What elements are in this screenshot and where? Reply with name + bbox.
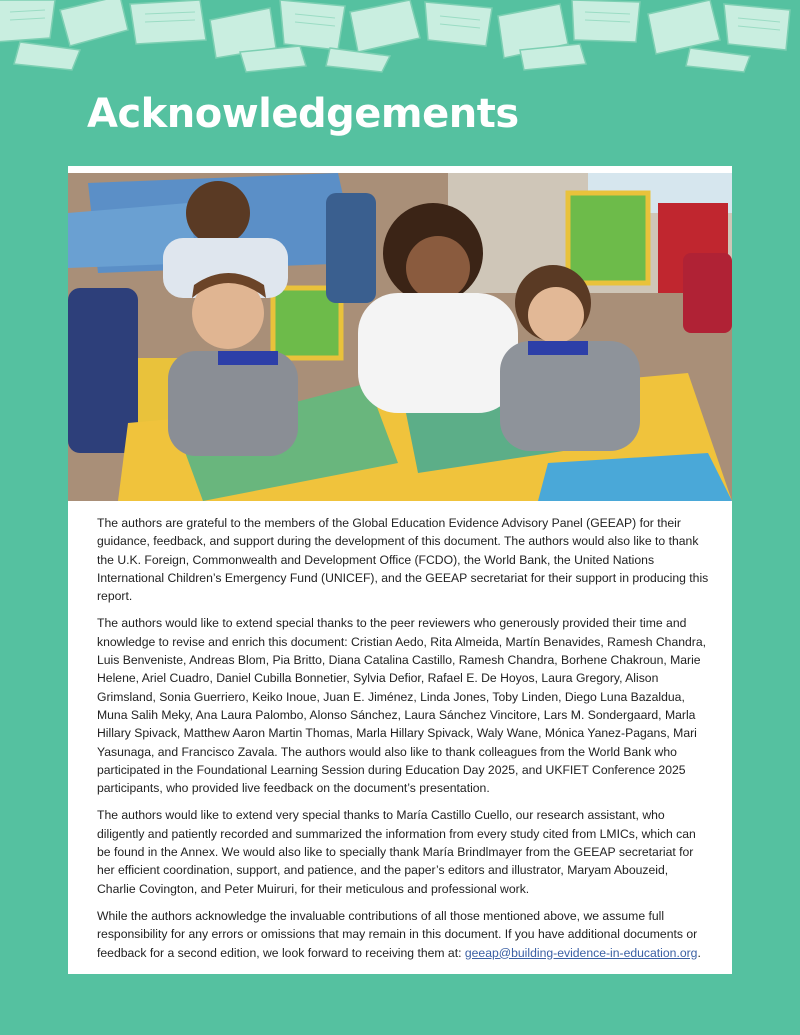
books-banner <box>0 0 800 75</box>
paragraph: The authors would like to extend very special thanks to María Castillo Cuello, our research assistant, who diligently and patiently recorded and summarized the information from every study cited from LMICs, which can be found in the Annex. We would also like to specially thank María Brindlmayer from the GEEAP secretariat for her efficient coordination, support, and patience, and the paper’s editors and illustrator, Maryam Abouzeid, Charlie Covington, and Peter Muiruri, for their meticulous and professional work. <box>97 808 696 896</box>
email-link[interactable]: geeap@building-evidence-in-education.org <box>464 945 698 960</box>
closing-text: While the authors acknowledge the invaluable contributions of all those mentioned above, we assume full responsibility for any errors or omissions that may remain in this document. If you have additional documents or feedback for a second edition, we look forward to receiving them at: <box>97 908 698 960</box>
closing-period: . <box>697 945 701 960</box>
content-card <box>68 166 732 974</box>
page-title: Acknowledgements <box>87 91 519 137</box>
classroom-photo <box>68 173 732 501</box>
paragraph: The authors are grateful to the members of the Global Education Evidence Advisory Panel (GEEAP) for their guidance, feedback, and support during the development of this document. The authors would also like to thank the U.K. Foreign, Commonwealth and Development Office (FCDO), the World Bank, the United Nations International Children’s Emergency Fund (UNICEF), and the GEEAP secretariat for their support in producing this report. <box>97 516 709 604</box>
acknowledgement-text <box>97 514 709 971</box>
closing-paragraph <box>97 907 709 962</box>
books-pattern-icon <box>0 0 800 75</box>
paragraph: The authors would like to extend special thanks to the peer reviewers who generously provided their time and knowledge to revise and enrich this document: Cristian Aedo, Rita Almeida, Martín Benavides, Ramesh Chandra, Luis Benveniste, Andreas Blom, Pia Britto, Diana Catalina Castillo, Ramesh Chandra, Borhene Chakroun, Marie Helene, Ariel Cuadro, Daniel Cubilla Bonnetier, Sylvia Defior, Rafael E. De Hoyos, Laura Gregory, Alison Grimsland, Sonia Guerriero, Keiko Inoue, Juan E. Jiménez, Linda Jones, Toby Linden, Diego Luna Bazaldua, Muna Salih Meky, Ana Laura Palombo, Alonso Sánchez, Laura Sánchez Vincitore, Lars M. Sondergaard, Marla Hillary Spivack, Matthew Aaron Martin Thomas, Marla Hillary Spivack, Waly Wane, Mónica Yanez-Pagans, Mari Yasunaga, and Francisco Zavala. The authors would also like to thank colleagues from the World Bank who participated in the Foundational Learning Session during Education Day 2025, and UKFIET Conference 2025 participants, who provided live feedback on the document’s presentation. <box>97 616 707 796</box>
